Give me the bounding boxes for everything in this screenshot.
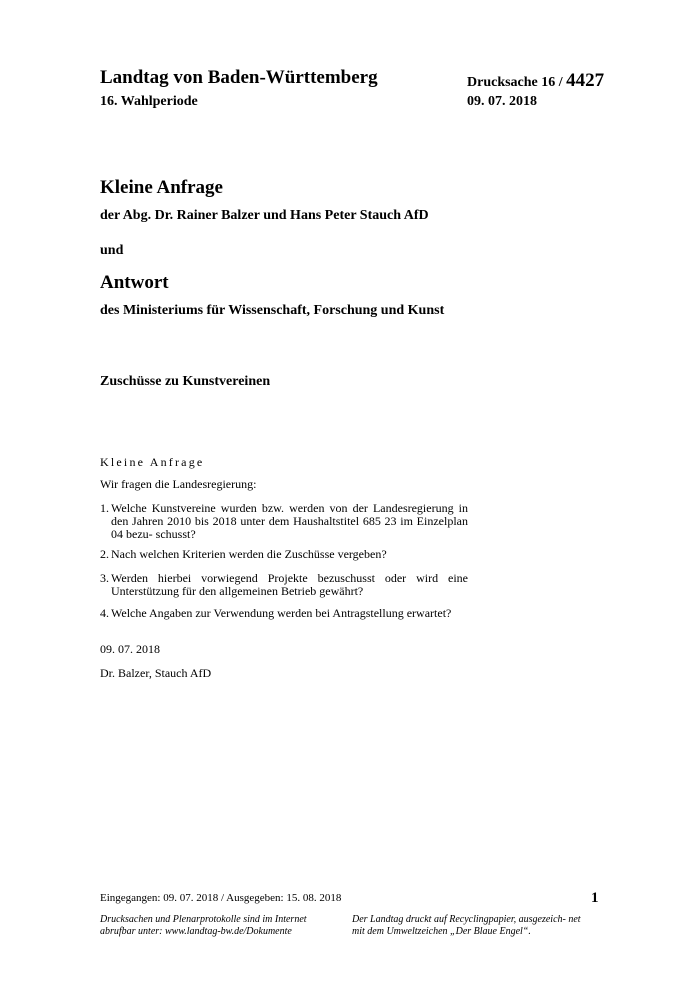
question-item <box>100 572 468 598</box>
question-item <box>100 607 468 620</box>
authors-line: der Abg. Dr. Rainer Balzer und Hans Peter Stauch AfD <box>100 208 429 223</box>
signature: Dr. Balzer, Stauch AfD <box>100 666 212 680</box>
received-issued-line: Eingegangen: 09. 07. 2018 / Ausgegeben: 15. 08. 2018 <box>100 892 342 904</box>
question-number: 2. <box>100 547 109 561</box>
inquiry-heading: Kleine Anfrage <box>100 455 205 469</box>
drucksache-number <box>467 70 604 92</box>
question-number: 4. <box>100 606 109 620</box>
inquiry-date: 09. 07. 2018 <box>100 642 160 656</box>
und-line: und <box>100 243 124 258</box>
recycling-note: Der Landtag druckt auf Recyclingpapier, ausgezeich- net mit dem Umweltzeichen „Der Blaue Engel“. <box>352 914 581 937</box>
legislative-period: 16. Wahlperiode <box>100 94 198 109</box>
question-item <box>100 502 468 541</box>
page-number: 1 <box>591 890 599 906</box>
heading-antwort: Antwort <box>100 272 169 293</box>
header-date: 09. 07. 2018 <box>467 94 537 109</box>
heading-kleine-anfrage: Kleine Anfrage <box>100 177 223 198</box>
question-text: Welche Angaben zur Verwendung werden bei Antragstellung erwartet? <box>111 606 452 620</box>
question-text: Nach welchen Kriterien werden die Zuschüsse vergeben? <box>111 547 387 561</box>
drucksache-label: Drucksache 16 / <box>467 75 563 90</box>
ministry-line: des Ministeriums für Wissenschaft, Forschung und Kunst <box>100 303 445 318</box>
question-item <box>100 548 468 561</box>
topic-title: Zuschüsse zu Kunstvereinen <box>100 374 271 389</box>
internet-note: Drucksachen und Plenarprotokolle sind im Internet abrufbar unter: www.landtag-bw.de/Dokumente <box>100 914 307 937</box>
parliament-name: Landtag von Baden-Württemberg <box>100 67 378 88</box>
question-number: 1. <box>100 501 109 515</box>
question-number: 3. <box>100 571 109 585</box>
question-text: Welche Kunstvereine wurden bzw. werden von der Landesregierung in den Jahren 2010 bis 2018 unter dem Haushaltstitel 685 23 im Einzelplan 04 bezu- schusst? <box>111 501 468 541</box>
question-text: Werden hierbei vorwiegend Projekte bezuschusst oder wird eine Unterstützung für den allgemeinen Betrieb gewährt? <box>111 571 468 598</box>
drucksache-value: 4427 <box>566 70 605 91</box>
inquiry-intro: Wir fragen die Landesregierung: <box>100 477 257 491</box>
